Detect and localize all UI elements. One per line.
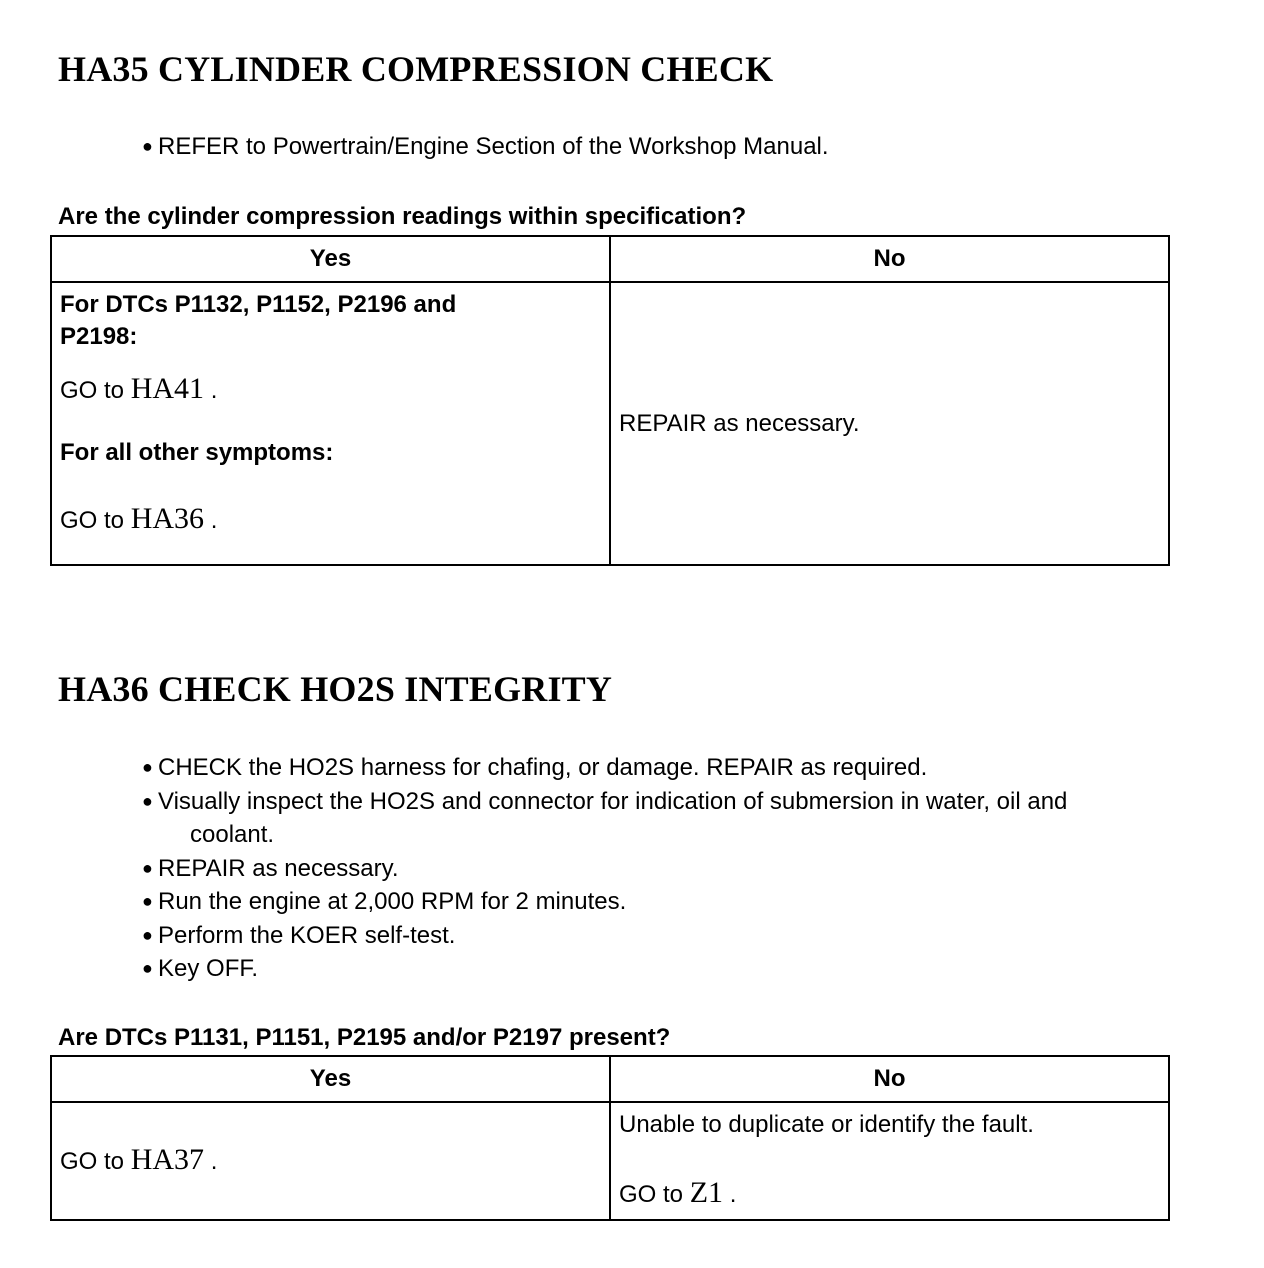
- bullet-item: ● Visually inspect the HO2S and connector for indication of submersion in water, oil and coolant.: [140, 785, 1067, 852]
- yes-column-header: Yes: [51, 1056, 610, 1102]
- bullet-icon: ●: [142, 891, 153, 911]
- bullet-item: ● Key OFF.: [140, 952, 1067, 986]
- no-column-header: No: [610, 236, 1169, 282]
- goto-ha36-link[interactable]: HA36: [130, 502, 205, 535]
- section-ha35-question: Are the cylinder compression readings within specification?: [58, 203, 747, 230]
- bullet-item: ● REPAIR as necessary.: [140, 852, 1067, 886]
- bullet-item: ● REFER to Powertrain/Engine Section of the Workshop Manual.: [140, 130, 829, 164]
- bullet-icon: ●: [142, 958, 153, 978]
- no-column-header: No: [610, 1056, 1169, 1102]
- goto-ha41-link[interactable]: HA41: [130, 372, 205, 405]
- no-cell: [610, 1102, 1169, 1220]
- dtc-heading: For DTCs P1132, P1152, P2196 and P2198:: [60, 291, 457, 350]
- section-ha35-answer-table: [50, 235, 1170, 566]
- repair-text: REPAIR as necessary.: [619, 409, 860, 437]
- goto-z1-link[interactable]: Z1: [689, 1176, 724, 1209]
- bullet-icon: ●: [142, 790, 153, 811]
- goto-ha37-line: GO to HA37 .: [60, 1143, 218, 1176]
- section-ha36-answer-table: [50, 1055, 1170, 1221]
- bullet-icon: ●: [142, 757, 153, 777]
- goto-ha41-line: GO to HA41 .: [60, 372, 218, 405]
- bullet-icon: ●: [142, 924, 153, 945]
- yes-column-header: Yes: [51, 236, 610, 282]
- bullet-icon: ●: [142, 857, 153, 878]
- section-ha36-bullet-list: [140, 751, 1067, 986]
- section-ha35-bullet-list: [140, 130, 829, 164]
- bullet-item: ● Perform the KOER self-test.: [140, 919, 1067, 953]
- section-ha36-title: HA36 CHECK HO2S INTEGRITY: [58, 669, 613, 709]
- unable-duplicate-text: Unable to duplicate or identify the fault.: [619, 1111, 1034, 1138]
- yes-cell: [51, 1102, 610, 1220]
- bullet-item: ● Run the engine at 2,000 RPM for 2 minutes.: [140, 885, 1067, 919]
- goto-ha36-line: GO to HA36 .: [60, 502, 218, 535]
- goto-ha37-link[interactable]: HA37: [130, 1143, 205, 1176]
- other-symptoms-heading: For all other symptoms:: [60, 439, 334, 466]
- goto-z1-line: GO to Z1 .: [619, 1176, 737, 1209]
- no-cell: [610, 282, 1169, 565]
- section-ha36-question: Are DTCs P1131, P1151, P2195 and/or P2197 present?: [58, 1024, 671, 1051]
- bullet-item: ● CHECK the HO2S harness for chafing, or damage. REPAIR as required.: [140, 751, 1067, 785]
- bullet-icon: ●: [142, 136, 153, 156]
- yes-cell: [51, 282, 610, 565]
- section-ha35-title: HA35 CYLINDER COMPRESSION CHECK: [58, 49, 774, 89]
